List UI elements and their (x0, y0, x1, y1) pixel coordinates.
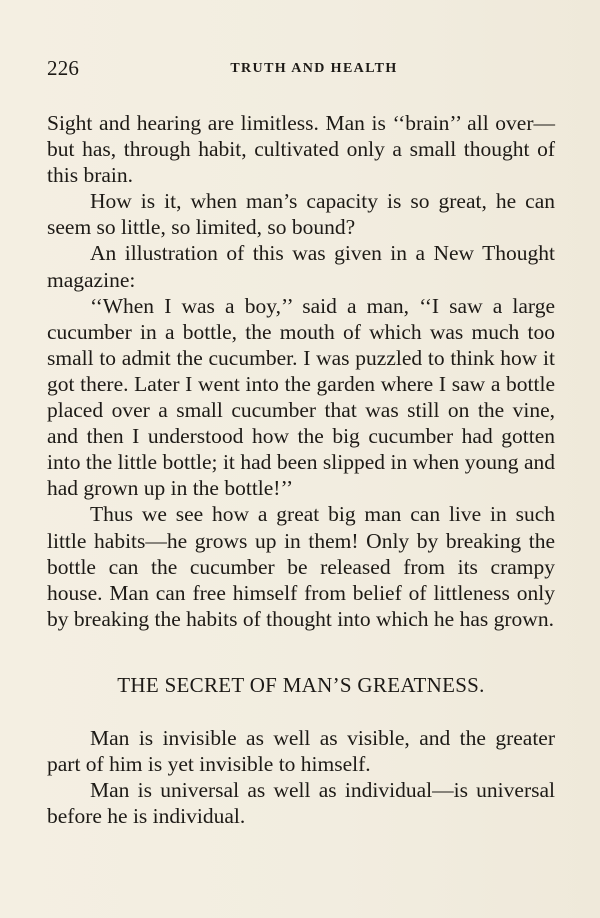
section-heading: THE SECRET OF MAN’S GREATNESS. (117, 672, 485, 697)
running-title: TRUTH AND HEALTH (230, 61, 398, 76)
paragraph-4: ‘‘When I was a boy,’’ said a man, ‘‘I saw a large cucumber in a bottle, the mouth of which was much too small to admit the cucumber. I was puzzled to think how it got there. Later I went into the garden where I saw a bottle placed over a small cucumber that was still on the vine, and then I understood how the big cucumber had gotten into the little bottle; it had been slipped in when young and had grown up in the bottle!’’ (47, 293, 555, 501)
running-head (47, 56, 555, 88)
paragraph-1: Sight and hearing are limitless. Man is ‘‘brain’’ all over—but has, through habit, cultivated only a small thought of this brain. (47, 111, 555, 188)
section-paragraph-1: Man is invisible as well as visible, and the greater part of him is yet invisible to himself. (47, 725, 555, 776)
paragraph-5: Thus we see how a great big man can live in such little habits—he grows up in them! Only by breaking the bottle can the cucumber be released from its crampy house. Man can free himself from belief of littleness only by breaking the habits of thought into which he has grown. (47, 502, 555, 631)
section-paragraph-2: Man is universal as well as individual—is universal before he is individual. (47, 778, 555, 829)
page-number: 226 (47, 56, 80, 80)
paragraph-3: An illustration of this was given in a New Thought magazine: (47, 241, 555, 292)
page-body (47, 110, 555, 829)
paragraph-2: How is it, when man’s capacity is so great, he can seem so little, so limited, so bound? (47, 189, 555, 240)
